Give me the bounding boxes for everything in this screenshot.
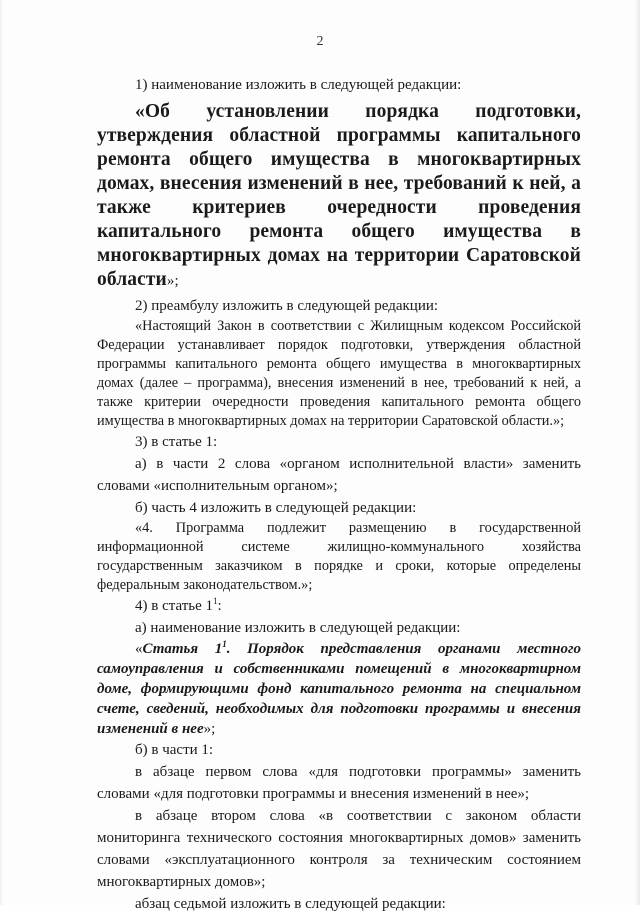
item-4-prefix: 4) в статье 1	[135, 598, 214, 614]
paragraph-item-4	[97, 595, 581, 617]
article-title-quote	[97, 639, 581, 739]
title-close-quote: »;	[166, 273, 179, 289]
document-body	[97, 74, 581, 915]
paragraph-item-2: 2) преамбулу изложить в следующей редакции:	[135, 298, 439, 314]
page-number: 2	[316, 34, 324, 49]
paragraph-item-3: 3) в статье 1:	[135, 434, 218, 450]
paragraph-item-4b-3: абзац седьмой изложить в следующей редакции:	[135, 896, 446, 912]
title-open-quote: «	[135, 101, 145, 122]
law-title-quote	[97, 100, 581, 293]
article-title-text: . Порядок представления органами местного самоуправления и собственниками помещений в многоквартирном доме, формирующими фонд капитального ремонта на специальном счете, сведений, необходимых для подготовки программы и внесения изменений в нее	[97, 641, 581, 737]
article-label: Статья 1	[142, 641, 223, 657]
paragraph-item-4b-1: в абзаце первом слова «для подготовки программы» заменить словами «для подготовки программы и внесения изменений в нее»;	[97, 764, 581, 802]
paragraph-item-3a: а) в части 2 слова «органом исполнительной власти» заменить словами «исполнительным органом»;	[97, 456, 581, 494]
article-close-quote: »;	[203, 721, 216, 737]
law-title-text: Об установлении порядка подготовки, утверждения областной программы капитального ремонта общего имущества в многоквартирных домах, внесения изменений в нее, требований к ней, а также критериев очередности проведения капитального ремонта общего имущества в многоквартирных домах на территории Саратовской области	[97, 101, 581, 290]
article-open-quote: «	[135, 641, 143, 657]
paragraph-item-4b-2: в абзаце втором слова «в соответствии с законом области мониторинга технического состояния многоквартирных домов» заменить словами «эксплуатационного контроля за техническим состоянием многоквартирных домов»;	[97, 808, 581, 890]
page-edge-left	[0, 0, 4, 905]
paragraph-item-4a: а) наименование изложить в следующей редакции:	[135, 620, 461, 636]
item-4-superscript: 1	[213, 596, 218, 606]
part4-text: «4. Программа подлежит размещению в государственной информационной системе жилищно-коммунального хозяйства государственным заказчиком в порядке и сроки, которые определены федеральным законодательством.»;	[97, 520, 581, 593]
paragraph-item-3b: б) часть 4 изложить в следующей редакции:	[135, 500, 417, 516]
paragraph-item-1: 1) наименование изложить в следующей редакции:	[135, 77, 462, 93]
item-4-suffix: :	[217, 598, 222, 614]
preamble-text: «Настоящий Закон в соответствии с Жилищным кодексом Российской Федерации устанавливает порядок подготовки, утверждения областной программы капитального ремонта общего имущества в многоквартирных домах (далее – программа), внесения изменений в нее, требований к ней, а также критерии очередности проведения капитального ремонта общего имущества в многоквартирных домах на территории Саратовской области.»;	[97, 318, 581, 429]
preamble-block	[97, 317, 581, 431]
paragraph-item-4b: б) в части 1:	[135, 742, 214, 758]
part4-block	[97, 519, 581, 595]
article-superscript: 1	[222, 639, 227, 649]
page-edge-right	[634, 0, 640, 905]
